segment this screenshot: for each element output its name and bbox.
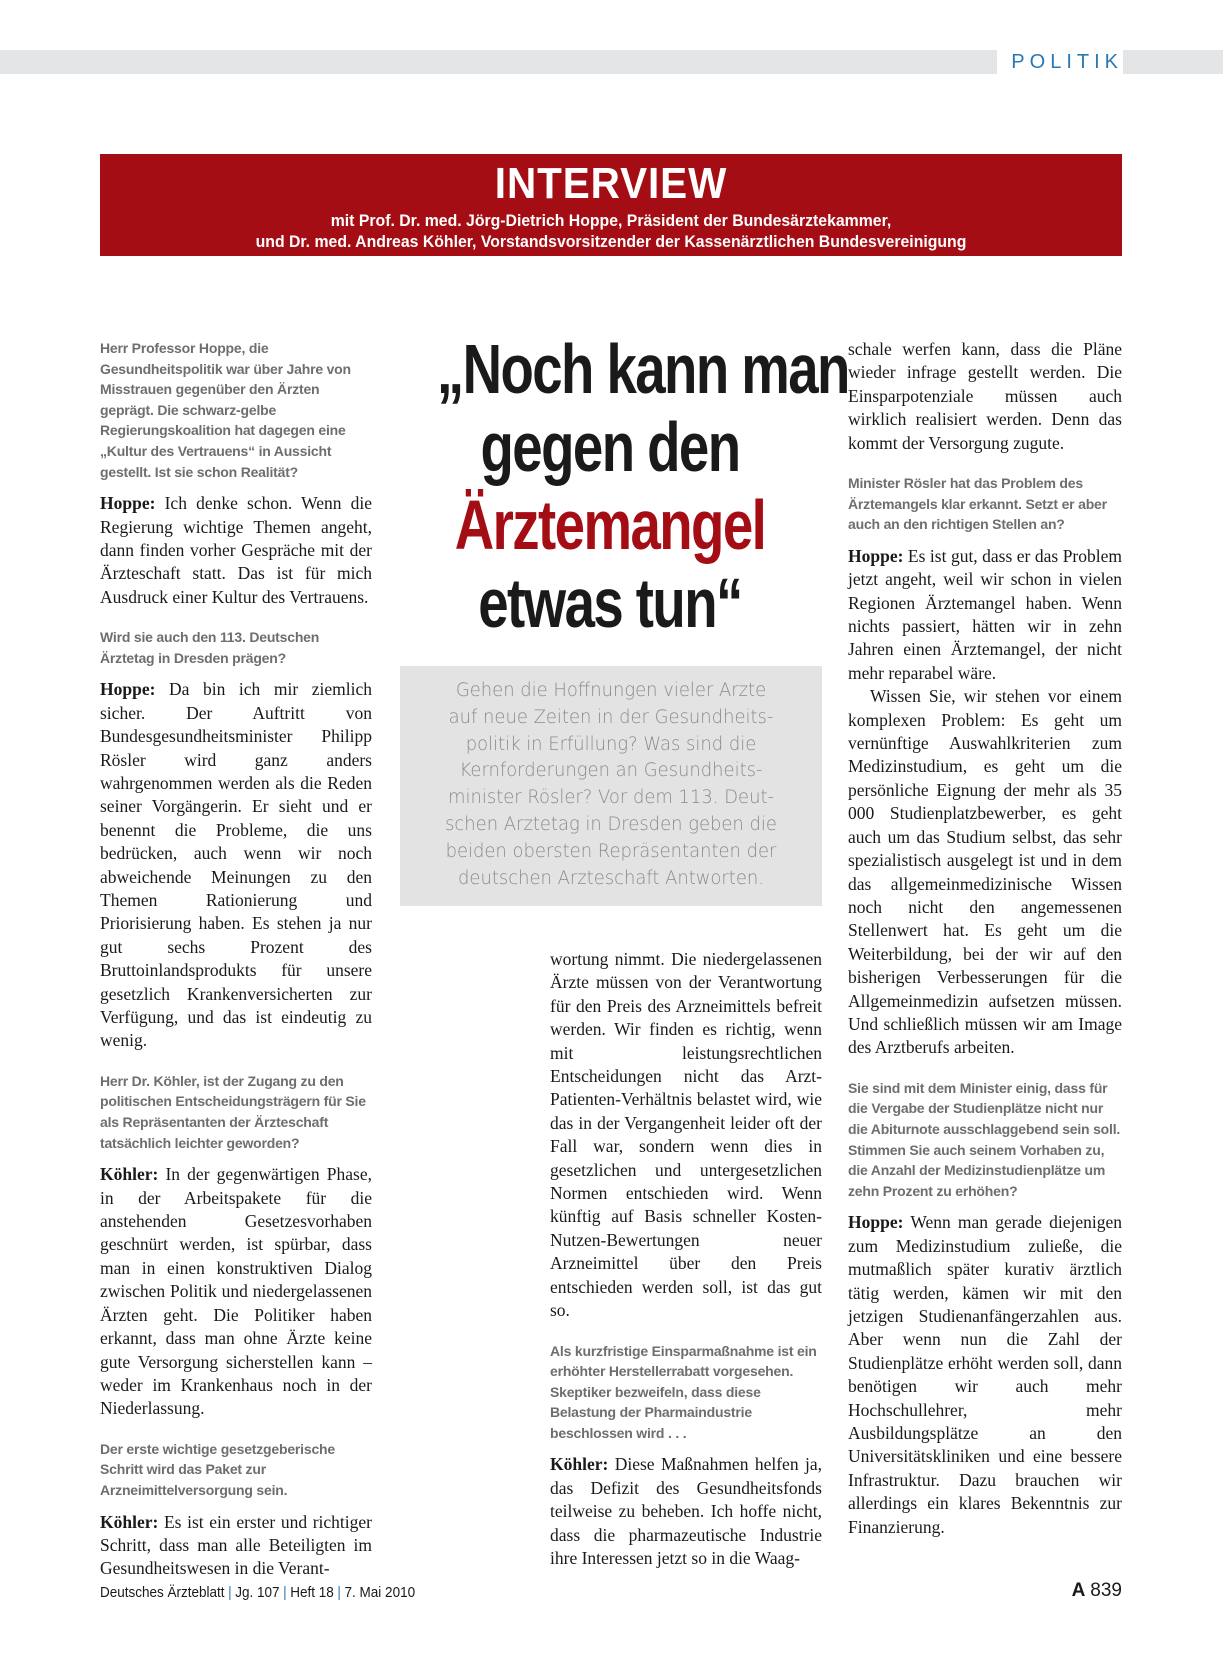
speaker: Hoppe:	[848, 545, 904, 566]
headline-line-4: etwas tun“	[478, 564, 742, 642]
lead-line: schen Ärztetag in Dresden geben die	[445, 813, 777, 835]
journal-name: Deutsches Ärzteblatt	[100, 1584, 225, 1601]
page-number-value: 839	[1090, 1580, 1122, 1601]
banner-subtitle-line-2: und Dr. med. Andreas Köhler, Vorstandsvorsitzender der Kassenärztlichen Bundesvereinigung	[255, 232, 967, 251]
answer-text: Wenn man gerade diejenigen zum Medizinstudium zuließe, die mutmaßlich später kurativ ärztlich tätig werden, kämen wir mit den jetzigen Studienanfängerzahlen aus. Aber wenn nun die Zahl der Studienplätze erhöht werden soll, dann benötigen wir auch mehr Hochschullehrer, mehr Ausbildungsplätze an den Universitätskliniken und eine bessere Infrastruktur. Dazu brauchen wir allerdings ein klares Bekenntnis zur Finanzierung.	[848, 1212, 1122, 1537]
column-1	[100, 338, 372, 1581]
journal-date: 7. Mai 2010	[344, 1584, 416, 1601]
answer-text: Diese Maßnahmen helfen ja, das Defizit des Gesundheitsfonds teilweise zu beheben. Ich hoffe nicht, dass die pharmazeutische Industrie ihre Interessen jetzt so in die Waag-	[550, 1454, 822, 1569]
lead-line: Gehen die Hoffnungen vieler Ärzte	[455, 680, 767, 701]
headline	[388, 330, 849, 642]
answer-continued: wortung nimmt. Die niedergelassenen Ärzte müssen von der Verantwortung für den Preis des Arzneimittels befreit werden. Wir finden es richtig, wenn mit leistungsrechtlichen Entscheidungen nicht das Arzt-Patienten-Verhältnis belastet wird, wie das in der Vergangenheit leider oft der Fall war, sondern wenn dies in gesetzlichen und untergesetzlichen Normen entschieden wird. Wenn künftig auf Basis schneller Kosten-Nutzen-Bewertungen neuer Arzneimittel über den Preis entschieden werden soll, ist das gut so.	[550, 949, 822, 1321]
answer	[550, 1453, 822, 1570]
answer	[848, 1211, 1122, 1539]
answer	[100, 492, 372, 609]
lead-box	[400, 666, 822, 906]
answer	[100, 678, 372, 1053]
separator-icon: |	[283, 1584, 287, 1601]
section-label: POLITIK	[997, 48, 1123, 76]
question: Wird sie auch den 113. Deutschen Ärztetag in Dresden prägen?	[100, 629, 320, 666]
banner-subtitle-line-1: mit Prof. Dr. med. Jörg-Dietrich Hoppe, Präsident der Bundesärztekammer,	[330, 211, 892, 230]
column-3	[848, 338, 1122, 1539]
headline-line-3: Ärztemangel	[454, 486, 766, 564]
separator-icon: |	[337, 1584, 341, 1601]
question: Als kurzfristige Einsparmaßnahme ist ein erhöhter Herstellerrabatt vorgesehen. Skeptiker bezweifeln, dass diese Belastung der Pharmaindustrie beschlossen wird . . .	[550, 1342, 817, 1441]
lead-line: politik in Erfüllung? Was sind die	[465, 733, 757, 755]
question: Der erste wichtige gesetzgeberische Schritt wird das Paket zur Arzneimittelversorgung sein.	[100, 1440, 335, 1498]
question: Minister Rösler hat das Problem des Ärztemangels klar erkannt. Setzt er aber auch an den richtigen Stellen an?	[848, 475, 1107, 533]
lead-line: auf neue Zeiten in der Gesundheits-	[448, 706, 774, 728]
speaker: Hoppe:	[100, 493, 156, 514]
question: Herr Professor Hoppe, die Gesundheitspolitik war über Jahre von Misstrauen gegenüber den Ärzten geprägt. Die schwarz-gelbe Regierungskoalition hat dagegen eine „Kultur des Vertrauens“ in Aussicht gestellt. Ist sie schon Realität?	[100, 340, 351, 480]
speaker: Köhler:	[550, 1454, 609, 1475]
answer	[100, 1511, 372, 1581]
answer-text: In der gegenwärtigen Phase, in der Arbeitspakete für die anstehenden Gesetzesvorhaben geschnürt werden, ist spürbar, dass man in einen konstruktiven Dialog zwischen Politik und niedergelassenen Ärzten geht. Die Politiker haben erkannt, dass man ohne Ärzte keine gute Versorgung sicherstellen kann – weder im Krankenhaus noch in der Niederlassung.	[100, 1164, 372, 1419]
answer-text: Es ist gut, dass er das Problem jetzt angeht, weil wir schon in vielen Regionen Ärztemangel haben. Wenn nichts passiert, hätten wir in zehn Jahren einen Ärztemangel, der nicht mehr reparabel wäre.	[848, 545, 1122, 683]
answer-text: Ich denke schon. Wenn die Regierung wichtige Themen angeht, dann finden vorher Gespräche mit der Ärzteschaft statt. Das ist für mich Ausdruck einer Kultur des Vertrauens.	[100, 493, 372, 607]
headline-line-1: „Noch kann man	[436, 330, 849, 408]
journal-issue: Heft 18	[290, 1584, 334, 1601]
answer-paragraph: Wissen Sie, wir stehen vor einem komplexen Problem: Es geht um vernünftige Auswahlkriterien zum Medizinstudium, es geht um die persönliche Eignung der mehr als 35 000 Studienplatzbewerber, es geht auch um das Studium selbst, das sehr spezialistisch ausgelegt ist und in dem das allgemeinmedizinische Wissen noch nicht den angemessenen Stellenwert hat. Es geht um die Weiterbildung, bei der wir auf den bisherigen Verbesserungen für die Allgemeinmedizin aufsetzen müssen. Und schließlich müssen wir am Image des Arztberufs arbeiten.	[848, 686, 1122, 1058]
answer-continued: schale werfen kann, dass die Pläne wieder infrage gestellt werden. Die Einsparpotenziale müssen auch wirklich realisiert werden. Denn das kommt der Versorgung zugute.	[848, 339, 1122, 453]
journal-citation	[100, 1584, 415, 1601]
answer	[848, 545, 1122, 685]
speaker: Hoppe:	[100, 679, 156, 700]
page-prefix: A	[1071, 1580, 1086, 1601]
speaker: Köhler:	[100, 1164, 159, 1185]
answer-text: Es ist ein erster und richtiger Schritt, dass man alle Beteiligten im Gesundheitswesen in die Verant-	[100, 1511, 372, 1579]
page-footer	[100, 1580, 1122, 1606]
column-2	[550, 948, 822, 1571]
journal-volume: Jg. 107	[235, 1584, 280, 1601]
lead-line: beiden obersten Repräsentanten der	[445, 840, 777, 862]
separator-icon: |	[228, 1584, 232, 1601]
answer-text: Da bin ich mir ziemlich sicher. Der Auftritt von Bundesgesundheitsminister Philipp Rösler wird ganz anders wahrgenommen werden als die Reden seiner Vorgängerin. Er sieht und er benennt die Probleme, die uns bedrücken, auch wenn wir noch abweichende Meinungen zu den Themen Rationierung und Priorisierung haben. Es stehen ja nur gut sechs Prozent des Bruttoinlandsprodukts für unsere gesetzlich Krankenversicherten zur Verfügung, und das ist eindeutig zu wenig.	[100, 679, 372, 1051]
lead-line: minister Rösler? Vor dem 113. Deut-	[448, 787, 774, 809]
answer	[100, 1163, 372, 1420]
lead-line: deutschen Ärzteschaft Antworten.	[458, 867, 764, 889]
interview-banner	[100, 154, 1122, 256]
question: Sie sind mit dem Minister einig, dass für die Vergabe der Studienplätze nicht nur die Abiturnote ausschlaggebend sein soll. Stimmen Sie auch seinem Vorhaben zu, die Anzahl der Medizinstudienplätze um zehn Prozent zu erhöhen?	[848, 1079, 1121, 1199]
speaker: Köhler:	[100, 1511, 159, 1532]
speaker: Hoppe:	[848, 1212, 904, 1233]
page-number	[1072, 1580, 1122, 1602]
headline-line-2: gegen den	[480, 408, 740, 486]
lead-line: Kernforderungen an Gesundheits-	[459, 760, 763, 782]
banner-title: INTERVIEW	[494, 159, 728, 208]
question: Herr Dr. Köhler, ist der Zugang zu den politischen Entscheidungsträgern für Sie als Repräsentanten der Ärzteschaft tatsächlich leichter geworden?	[100, 1072, 366, 1151]
